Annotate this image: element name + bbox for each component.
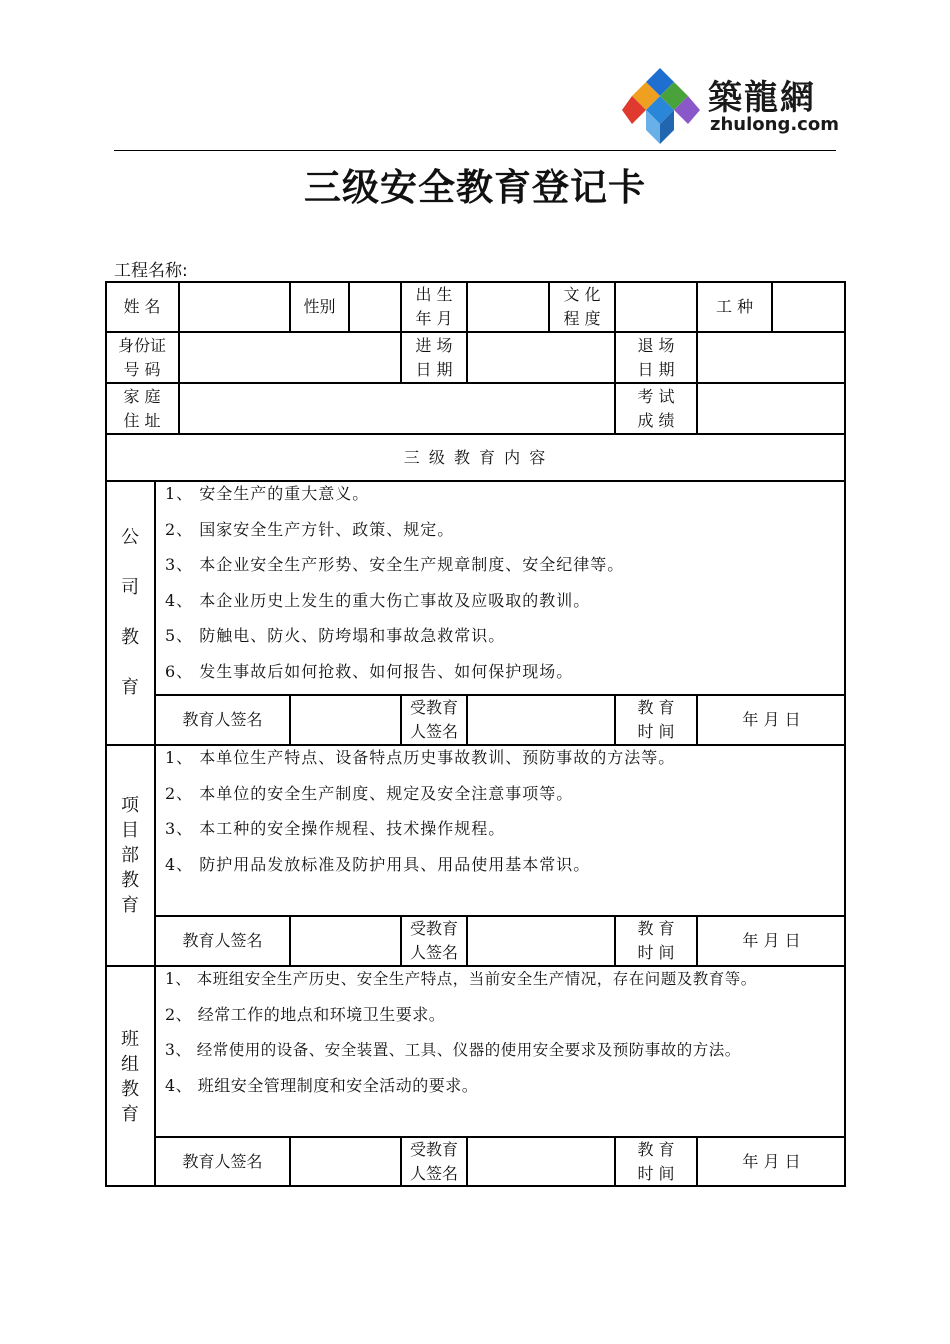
logo-chinese-text: 築龍網 [708, 78, 816, 118]
list-item: 3、 本企业安全生产形势、安全生产规章制度、安全纪律等。 [165, 555, 625, 574]
zhulong-logo [622, 66, 839, 146]
list-item: 4、 防护用品发放标准及防护用具、用品使用基本常识。 [165, 854, 591, 874]
section-project-items [155, 745, 846, 916]
education-date-field[interactable]: 年 月 日 [697, 695, 846, 745]
list-item: 6、 发生事故后如何抢救、如何报告、如何保护现场。 [165, 661, 574, 681]
page-title: 三级安全教育登记卡 [304, 166, 646, 209]
list-item: 3、 经常使用的设备、安全装置、工具、仪器的使用安全要求及预防事故的方法。 [165, 1041, 741, 1059]
educator-signature-field[interactable] [290, 916, 401, 966]
education-label: 文 化 程 度 [549, 281, 615, 332]
section-project-label: 项 目 部 教 育 [105, 745, 155, 966]
exam-score-field[interactable] [697, 383, 846, 434]
list-item: 4、 班组安全管理制度和安全活动的要求。 [165, 1075, 479, 1095]
id-number-label: 身份证 号 码 [105, 332, 179, 383]
trainee-signature-label: 受教育 人签名 [401, 695, 467, 745]
entry-date-label: 进 场 日 期 [401, 332, 467, 383]
section-company-label: 公 司 教 育 [105, 481, 155, 745]
education-time-label: 教 育 时 间 [615, 695, 697, 745]
educator-signature-field[interactable] [290, 1137, 401, 1187]
trainee-signature-label: 受教育 人签名 [401, 916, 467, 966]
content-header: 三 级 教 育 内 容 [105, 434, 846, 481]
project-name-label: 工程名称: [114, 261, 188, 281]
educator-signature-label: 教育人签名 [155, 1137, 290, 1187]
trade-field[interactable] [772, 281, 846, 332]
trainee-signature-field[interactable] [467, 1137, 615, 1187]
exit-date-label: 退 场 日 期 [615, 332, 697, 383]
list-item: 1、 本单位生产特点、设备特点历史事故教训、预防事故的方法等。 [165, 748, 676, 767]
educator-signature-label: 教育人签名 [155, 916, 290, 966]
address-field[interactable] [179, 383, 615, 434]
entry-date-field[interactable] [467, 332, 615, 383]
birth-label: 出 生 年 月 [401, 281, 467, 332]
list-item: 3、 本工种的安全操作规程、技术操作规程。 [165, 819, 506, 838]
list-item: 5、 防触电、防火、防垮塌和事故急救常识。 [165, 626, 506, 645]
section-company-items [155, 481, 846, 695]
educator-signature-field[interactable] [290, 695, 401, 745]
education-field[interactable] [615, 281, 697, 332]
list-item: 1、 本班组安全生产历史、安全生产特点，当前安全生产情况，存在问题及教育等。 [165, 970, 757, 988]
logo-domain-text: zhulong.com [710, 114, 839, 135]
name-field[interactable] [179, 281, 290, 332]
registration-form [105, 281, 846, 1187]
exit-date-field[interactable] [697, 332, 846, 383]
logo-cube-icon [622, 66, 702, 146]
section-team-items [155, 966, 846, 1137]
id-number-field[interactable] [179, 332, 401, 383]
gender-label: 性别 [290, 281, 349, 332]
birth-field[interactable] [467, 281, 549, 332]
trainee-signature-label: 受教育 人签名 [401, 1137, 467, 1187]
education-date-field[interactable]: 年 月 日 [697, 916, 846, 966]
header-divider [114, 150, 836, 151]
educator-signature-label: 教育人签名 [155, 695, 290, 745]
list-item: 4、 本企业历史上发生的重大伤亡事故及应吸取的教训。 [165, 590, 591, 610]
education-time-label: 教 育 时 间 [615, 916, 697, 966]
name-label: 姓 名 [105, 281, 179, 332]
address-label: 家 庭 住 址 [105, 383, 179, 434]
gender-field[interactable] [349, 281, 401, 332]
education-time-label: 教 育 时 间 [615, 1137, 697, 1187]
trade-label: 工 种 [697, 281, 772, 332]
education-date-field[interactable]: 年 月 日 [697, 1137, 846, 1187]
trainee-signature-field[interactable] [467, 916, 615, 966]
list-item: 1、 安全生产的重大意义。 [165, 484, 370, 503]
list-item: 2、 经常工作的地点和环境卫生要求。 [165, 1004, 446, 1024]
list-item: 2、 本单位的安全生产制度、规定及安全注意事项等。 [165, 783, 574, 803]
exam-score-label: 考 试 成 绩 [615, 383, 697, 434]
section-team-label: 班 组 教 育 [105, 966, 155, 1187]
trainee-signature-field[interactable] [467, 695, 615, 745]
list-item: 2、 国家安全生产方针、政策、规定。 [165, 519, 455, 539]
